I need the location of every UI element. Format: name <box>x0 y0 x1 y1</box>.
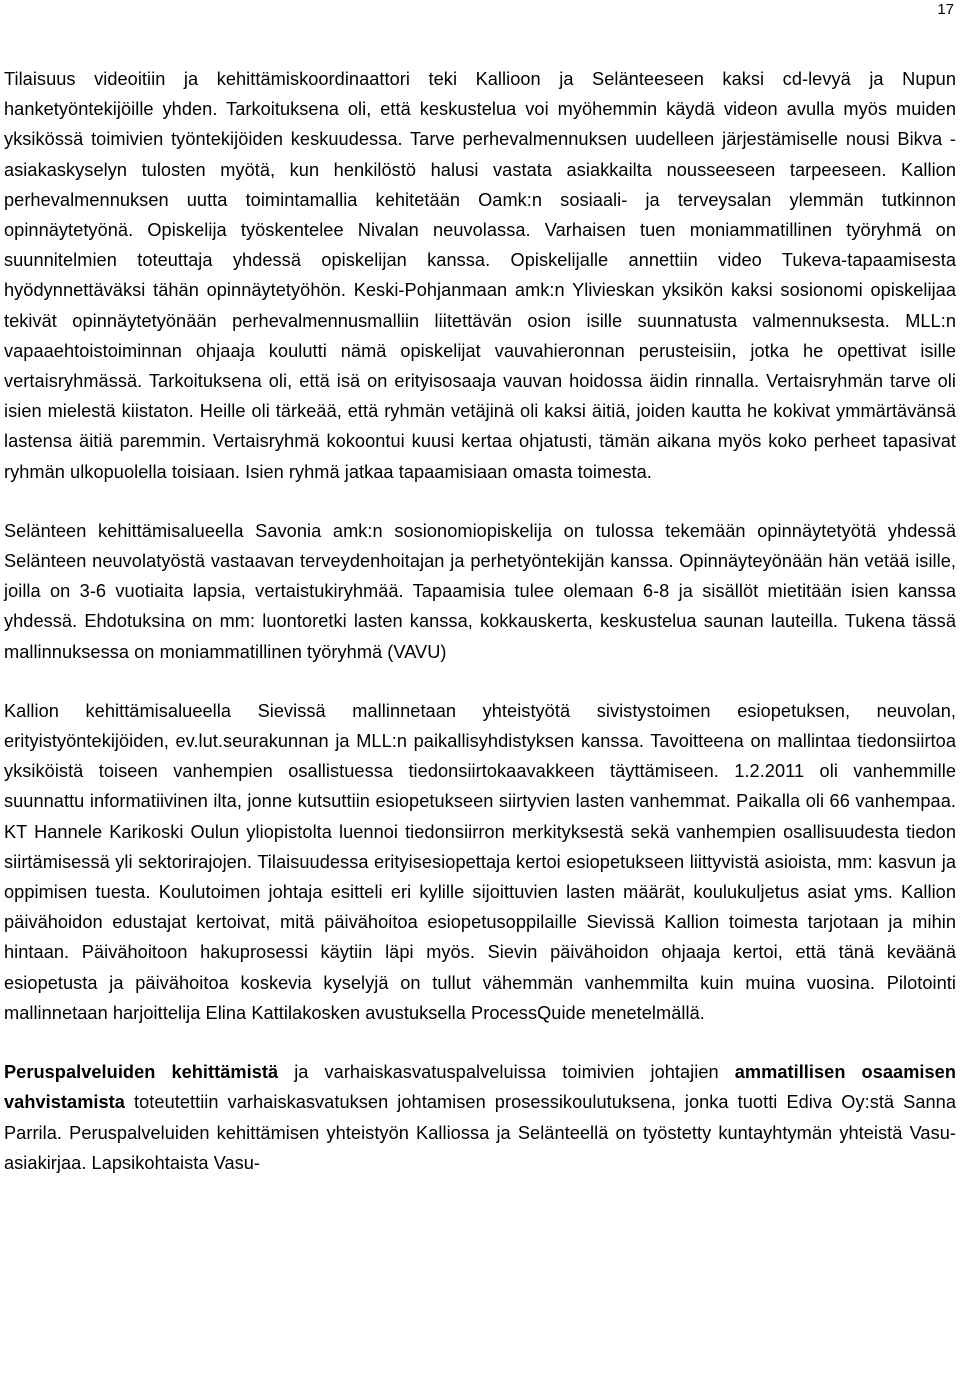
paragraph-text: toteutettiin varhaiskasvatuksen johtamisen prosessikoulutuksena, jonka tuotti Ediva Oy:stä Sanna Parrila. Peruspalveluiden kehittämisen yhteistyön Kalliossa ja Selänteellä on työstetty kuntayhtymän yhteistä Vasu-asiakirjaa. Lapsikohtaista Vasu- <box>4 1092 956 1173</box>
bold-phrase: ammatillisen osaamisen vahvistamista <box>4 1062 957 1113</box>
page-number: 17 <box>937 1 954 18</box>
paragraph-video-and-family-coaching <box>4 64 956 487</box>
paragraph-selanne-development <box>4 516 956 667</box>
bold-phrase: Peruspalveluiden kehittämistä <box>4 1062 279 1083</box>
paragraph-text: ja varhaiskasvatuspalveluissa toimivien johtajien <box>278 1062 735 1083</box>
paragraph-basic-services-development <box>4 1057 956 1178</box>
document-body <box>4 64 956 1178</box>
paragraph-text: Tilaisuus videoitiin ja kehittämiskoordinaattori teki Kallioon ja Selänteeseen kaksi cd-levyä ja Nupun hanketyöntekijöille yhden. Tarkoituksena oli, että keskustelua voi myöhemmin käydä videon avulla myös muiden yksikössä toimivien työntekijöiden keskuudessa. Tarve perhevalmennuksen uudelleen järjestämiselle nousi Bikva -asiakaskyselyn tulosten myötä, kun henkilöstö halusi vastata asiakkailta nousseeseen tarpeeseen. Kallion perhevalmennuksen uutta toimintamallia kehitetään Oamk:n sosiaali- ja terveysalan ylemmän tutkinnon opinnäytetyönä. Opiskelija työskentelee Nivalan neuvolassa. Varhaisen tuen moniammatillinen työryhmä on suunnitelmien toteuttaja yhdessä opiskelijan kanssa. Opiskelijalle annettiin video Tukeva-tapaamisesta hyödynnettäväksi tähän opinnäytetyöhön. Keski-Pohjanmaan amk:n Ylivieskan yksikön kaksi sosionomi opiskelijaa tekivät opinnäytetyönään perhevalmennusmalliin liitettävän osion isille suunnatusta valmennuksesta. MLL:n vapaaehtoistoiminnan ohjaaja koulutti nämä opiskelijat vauvahieronnan perusteisiin, jotka he opettivat isille vertaisryhmässä. Tarkoituksena oli, että isä on erityisosaaja vauvan hoidossa äidin rinnalla. Vertaisryhmän tarve oli isien mielestä kiistaton. Heille oli tärkeää, että ryhmän vetäjinä oli kaksi äitiä, joiden kautta he kokivat ymmärtävänsä lastensa äitiä paremmin. Vertaisryhmä kokoontui kuusi kertaa ohjatusti, tämän aikana myös koko perheet tapasivat ryhmän ulkopuolella toisiaan. Isien ryhmä jatkaa tapaamisiaan omasta toimesta. <box>4 69 956 482</box>
paragraph-kallio-sievi-development <box>4 696 956 1028</box>
paragraph-text: Selänteen kehittämisalueella Savonia amk:n sosionomiopiskelija on tulossa tekemään opinnäytetyötä yhdessä Selänteen neuvolatyöstä vastaavan terveydenhoitajan ja perhetyöntekijän kanssa. Opinnäyteyönään hän vetää isille, joilla on 3-6 vuotiaita lapsia, vertaistukiryhmää. Tapaamisia tulee olemaan 6-8 ja sisällöt mietitään isien kanssa yhdessä. Ehdotuksina on mm: luontoretki lasten kanssa, kokkauskerta, keskustelua saunan lauteilla. Tukena tässä mallinnuksessa on moniammatillinen työryhmä (VAVU) <box>4 520 956 662</box>
paragraph-text: Kallion kehittämisalueella Sievissä mallinnetaan yhteistyötä sivistystoimen esiopetuksen, neuvolan, erityistyöntekijöiden, ev.lut.seurakunnan ja MLL:n paikallisyhdistyksen kanssa. Tavoitteena on mallintaa tiedonsiirtoa yksiköistä toiseen vanhempien osallistuessa tiedonsiirtokaavakkeen täyttämiseen. 1.2.2011 oli vanhemmille suunnattu informatiivinen ilta, jonne kutsuttiin esiopetukseen siirtyvien lasten vanhemmat. Paikalla oli 66 vanhempaa. KT Hannele Karikoski Oulun yliopistolta luennoi tiedonsiirron merkityksestä sekä vanhempien osallisuudesta tiedon siirtämisessä yli sektorirajojen. Tilaisuudessa erityisesiopettaja kertoi esiopetukseen liittyvistä asioista, mm: kasvun ja oppimisen tuesta. Koulutoimen johtaja esitteli eri kylille sijoittuvien lasten määrät, koulukuljetus asiat yms. Kallion päivähoidon edustajat kertoivat, mitä päivähoitoa esiopetusoppilaille Sievissä Kallion toimesta tarjotaan ja mihin hintaan. Päivähoitoon hakuprosessi käytiin läpi myös. Sievin päivähoidon ohjaaja kertoi, että tänä keväänä esiopetusta ja päivähoitoa koskevia kyselyjä on tullut vähemmän vanhemmilta kuin muina vuosina. Pilotointi mallinnetaan harjoittelija Elina Kattilakosken avustuksella ProcessQuide menetelmällä. <box>4 700 956 1023</box>
